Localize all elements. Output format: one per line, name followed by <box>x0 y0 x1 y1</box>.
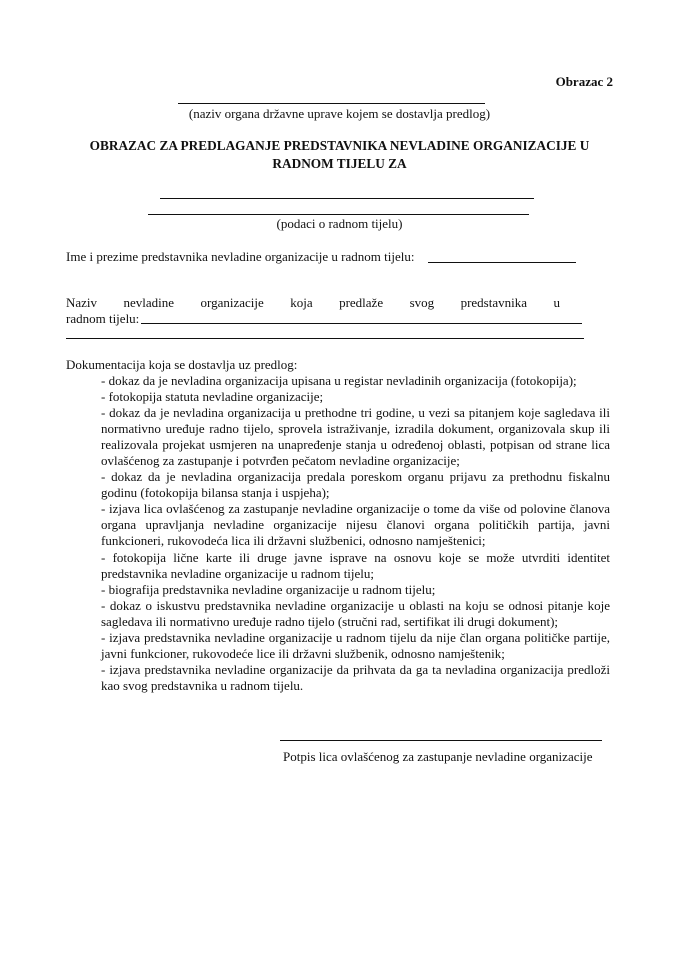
org-label-word: predlaže <box>339 295 384 310</box>
list-item: - fotokopija statuta nevladine organizacije; <box>101 389 324 405</box>
list-item: - biografija predstavnika nevladine organizacije u radnom tijelu; <box>101 581 436 597</box>
working-body-line-1[interactable] <box>160 198 534 199</box>
list-item: - izjava predstavnika nevladine organizacije da prihvata da ga ta nevladina organizacija predloži kao svog predstavnika u radnom tijelu. <box>101 661 610 693</box>
organization-name-label <box>66 295 560 311</box>
list-item: - izjava predstavnika nevladine organizacije u radnom tijelu da nije član organa političke partije, javni funkcioner, rukovodeće lice ili državni službenik, odnosno namještenik; <box>101 629 610 661</box>
org-label-word: u <box>553 295 560 310</box>
org-label-word: organizacije <box>200 295 264 310</box>
org-label-word: Naziv <box>66 295 98 310</box>
working-body-caption: (podaci o radnom tijelu) <box>276 216 403 231</box>
form-title-line1: OBRAZAC ZA PREDLAGANJE PREDSTAVNIKA NEVLADINE ORGANIZACIJE U <box>89 138 590 153</box>
list-item: - fotokopija lične karte ili druge javne isprave na osnovu koje se može utvrditi identitet predstavnika nevladine organizacije u radnom tijelu; <box>101 549 610 581</box>
organ-name-line[interactable] <box>178 103 485 104</box>
list-item: - dokaz da je nevladina organizacija u prethodne tri godine, u vezi sa pitanjem koje sagledava ili normativno uređuje radno tijelo, sprovela istraživanje, izradila dokument, organizovala skup ili realizovala projekat usmjeren na unapređenje stanja u određenoj oblasti, potpisan od strane lica ovlašćenog za zastupanje i potvrđen pečatom nevladine organizacije; <box>101 405 610 469</box>
signature-line[interactable] <box>280 740 602 741</box>
list-item: - dokaz da je nevladina organizacija upisana u registar nevladinih organizacija (fotokopija); <box>101 373 577 388</box>
working-body-line-2[interactable] <box>148 214 529 215</box>
list-item: - dokaz o iskustvu predstavnika nevladine organizacije u oblasti na koju se odnosi pitanje koje sagledava ili normativno uređuje radno tijelo (stručni rad, sertifikat ili drugi dokument); <box>101 597 610 629</box>
form-title-line2: RADNOM TIJELU ZA <box>272 156 407 171</box>
documentation-intro: Dokumentacija koja se dostavlja uz predlog: <box>66 357 298 372</box>
signature-caption: Potpis lica ovlašćenog za zastupanje nevladine organizacije <box>283 749 593 764</box>
organization-name-label-cont: radnom tijelu: <box>66 311 140 326</box>
organization-name-field-2[interactable] <box>66 338 584 339</box>
representative-name-field[interactable] <box>428 262 576 263</box>
list-item: - izjava lica ovlašćenog za zastupanje nevladine organizacije o tome da više od polovine članova organa upravljanja nevladine organizacije nijesu članovi organa političkih partija, javni funkcioneri, rukovodeća lica ili državni službenici, odnosno namještenici; <box>101 501 610 549</box>
representative-name-label: Ime i prezime predstavnika nevladine organizacije u radnom tijelu: <box>66 249 415 264</box>
org-label-word: svog <box>409 295 435 310</box>
documentation-list <box>101 373 610 694</box>
form-number-label: Obrazac 2 <box>555 74 613 89</box>
org-label-word: predstavnika <box>460 295 527 310</box>
organization-name-field[interactable] <box>141 323 582 324</box>
list-item: - dokaz da je nevladina organizacija predala poreskom organu prijavu za prethodnu fiskalnu godinu (fotokopija bilansa stanja i uspjeha); <box>101 469 610 501</box>
organ-caption: (naziv organa državne uprave kojem se dostavlja predlog) <box>188 106 491 121</box>
org-label-word: nevladine <box>123 295 175 310</box>
org-label-word: koja <box>290 295 313 310</box>
